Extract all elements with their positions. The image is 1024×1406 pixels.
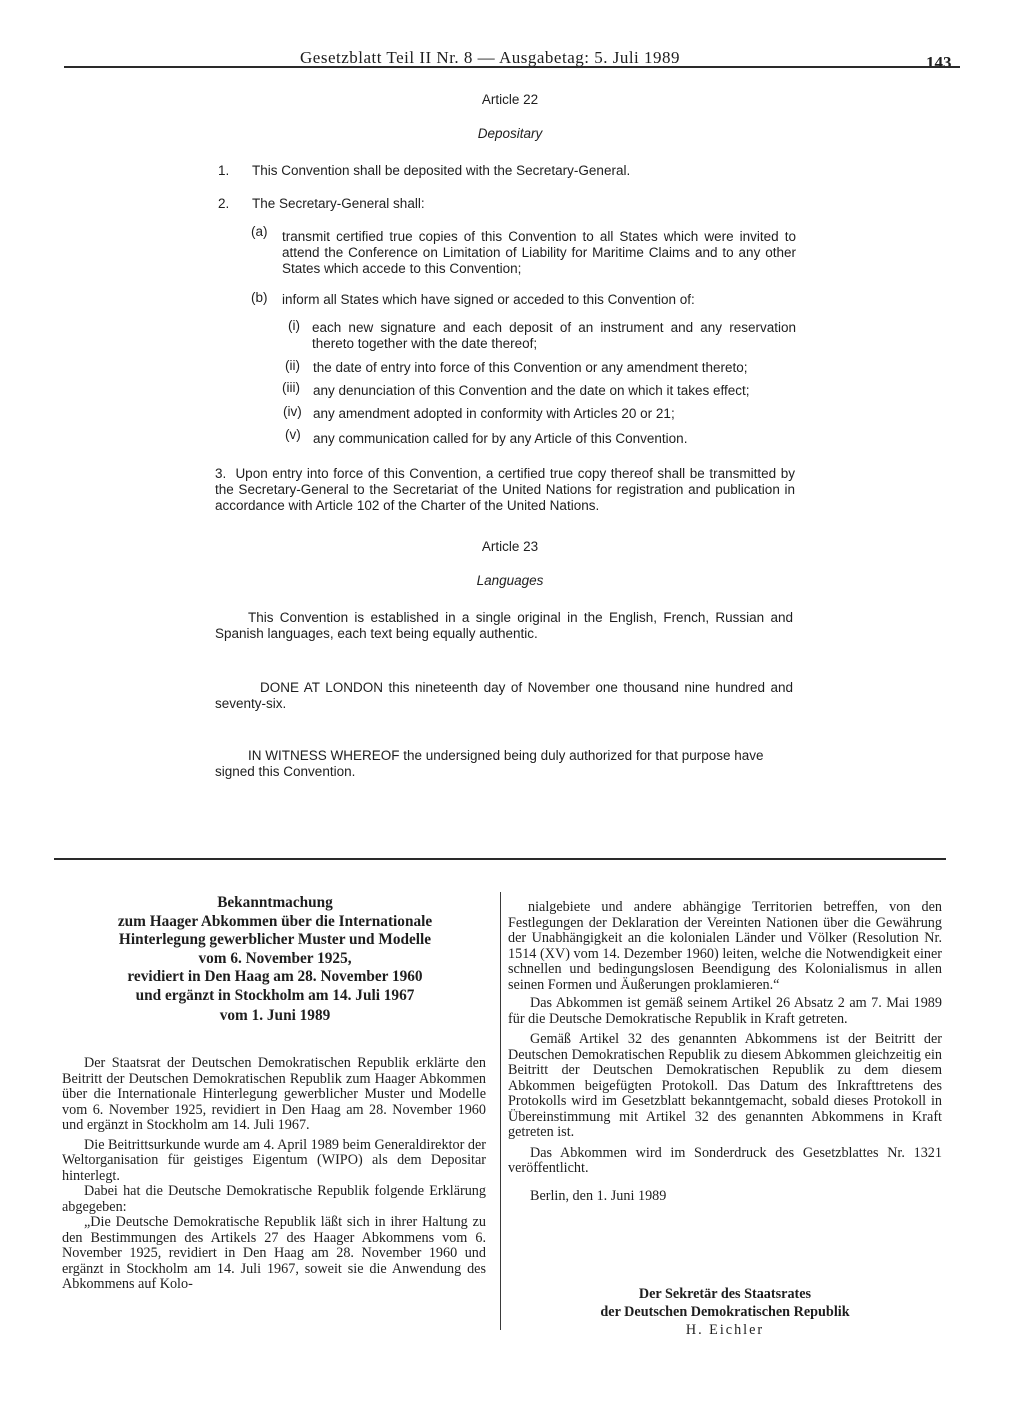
left-column [62,1056,486,1293]
article-22-heading: Article 22 [481,92,539,107]
item-b-text: inform all States which have signed or acceded to this Convention of: [282,292,695,307]
item-iv-text: any amendment adopted in conformity with Articles 20 or 21; [313,406,675,421]
item-b-label: (b) [251,290,268,305]
title-line-6: und ergänzt in Stockholm am 14. Juli 1967 [135,986,415,1004]
left-paragraph-1: Der Staatsrat der Deutschen Demokratischen Republik erklärte den Beitritt der Deutschen Demokratischen Republik zum Haager Abkommen über die Internationale Hinterlegung gewerblicher Muster und Modelle vom 6. November 1925, revidiert in Den Haag am 28. November 1960 und ergänzt in Stockholm am 14. Juli 1967. [62,1055,486,1133]
section-divider [54,858,946,860]
item-iii-text: any denunciation of this Convention and the date on which it takes effect; [313,383,750,398]
article-23-heading: Article 23 [481,539,539,554]
title-line-4: vom 6. November 1925, [198,949,352,967]
para-2-text: The Secretary-General shall: [252,196,425,211]
signature-block [508,1285,942,1339]
left-paragraph-2: Die Beitrittsurkunde wurde am 4. April 1989 beim Generaldirektor der Weltorganisation für geistiges Eigentum (WIPO) als dem Depositar hinterlegt. [62,1136,486,1184]
column-divider [500,892,501,1330]
item-iv-label: (iv) [283,404,302,419]
right-column [508,900,942,1204]
signatory-name: H. Eichler [685,1322,765,1338]
item-a-label: (a) [251,224,268,239]
left-paragraph-4: „Die Deutsche Demokratische Republik läßt sich in ihrer Haltung zu den Bestimmungen des Artikels 27 des Haager Abkommens vom 6. November 1925, revidiert in Den Haag am 28. November 1960 und ergänzt in Stockholm am 14. Juli 1967, soweit sie die Anwendung des Abkommens auf Kolo- [62,1214,486,1292]
para-1-number: 1. [218,163,230,178]
announcement-date: vom 1. Juni 1989 [219,1007,331,1024]
item-iii-label: (iii) [282,380,300,395]
page-number: 143 [926,53,952,72]
in-witness-whereof: IN WITNESS WHEREOF the undersigned being duly authorized for that purpose have signed this Convention. [215,748,764,779]
languages-text: This Convention is established in a single original in the English, French, Russian and Spanish languages, each text being equally authentic. [215,610,793,641]
para-3-number: 3. [215,466,227,481]
article-22-subheading: Depositary [477,126,543,141]
item-i-label: (i) [288,318,300,333]
right-paragraph-2: Das Abkommen ist gemäß seinem Artikel 26 Absatz 2 am 7. Mai 1989 für die Deutsche Demokratische Republik in Kraft getreten. [508,995,942,1027]
place-and-date: Berlin, den 1. Juni 1989 [530,1187,667,1204]
item-ii-label: (ii) [285,358,300,373]
item-a-text: transmit certified true copies of this Convention to all States which were invited to attend the Conference on Limitation of Liability for Maritime Claims and to any other States which accede to this Convention; [282,229,796,276]
item-v-label: (v) [285,427,301,442]
signature-line-2: der Deutschen Demokratischen Republik [600,1304,850,1320]
header-rule [64,66,960,68]
para-3-text: Upon entry into force of this Convention, a certified true copy thereof shall be transmitted by the Secretary-General to the Secretariat of the United Nations for registration and publication in accordance with Article 102 of the Charter of the United Nations. [215,466,795,513]
signature-line-1: Der Sekretär des Staatsrates [638,1286,812,1302]
para-2-number: 2. [218,196,230,211]
title-line-5: revidiert in Den Haag am 28. November 1960 [127,968,423,985]
right-paragraph-1: nialgebiete und andere abhängige Territorien betreffen, von den Festlegungen der Deklaration der Vereinten Nationen über die Gewährung der Unabhängigkeit an die kolonialen Länder und Völker (Resolution Nr. 1514 (XV) vom 14. Dezember 1960) leiten, welche die Notwendigkeit einer schnellen und bedingungslosen Beendigung des Kolonialismus in allen seinen Formen und Äußerungen proklamieren.“ [508,899,942,993]
title-line-2: zum Haager Abkommen über die Internationale [117,912,433,930]
done-at-london: DONE AT LONDON this nineteenth day of November one thousand nine hundred and seventy-six. [215,680,793,711]
left-paragraph-3: Dabei hat die Deutsche Demokratische Republik folgende Erklärung abgegeben: [62,1183,486,1215]
item-ii-text: the date of entry into force of this Convention or any amendment thereto; [313,360,748,375]
item-v-text: any communication called for by any Article of this Convention. [313,431,688,446]
announcement-title [60,894,490,1026]
title-line-1: Bekanntmachung [217,894,333,911]
right-paragraph-4: Das Abkommen wird im Sonderdruck des Gesetzblattes Nr. 1321 veröffentlicht. [508,1144,942,1176]
article-23-subheading: Languages [476,573,544,588]
para-3 [215,466,795,514]
para-1-text: This Convention shall be deposited with the Secretary-General. [252,163,631,178]
item-i-text: each new signature and each deposit of an instrument and any reservation thereto together with the date thereof; [312,320,796,351]
title-line-3: Hinterlegung gewerblicher Muster und Modelle [118,931,432,948]
right-paragraph-3: Gemäß Artikel 32 des genannten Abkommens ist der Beitritt der Deutschen Demokratischen Republik zu diesem Abkommen gleichzeitig ein Beitritt der Deutschen Demokratischen Republik zu dem diesem Abkommen beigefügten Protokoll. Das Datum des Inkrafttretens des Protokolls wird im Gesetzblatt bekanntgemacht, sobald dieses Protokoll in Übereinstimmung mit Artikel 32 des genannten Abkommens in Kraft getreten ist. [508,1031,942,1140]
gazette-header: Gesetzblatt Teil II Nr. 8 — Ausgabetag: 5. Juli 1989 [300,48,681,67]
